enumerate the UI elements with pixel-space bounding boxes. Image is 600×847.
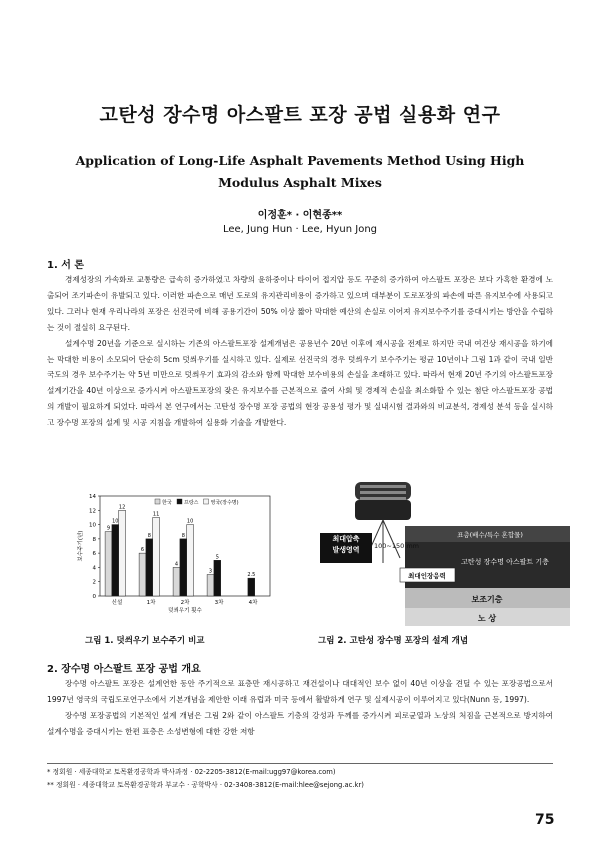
x-tick-label: 3차 bbox=[214, 600, 224, 606]
section1-heading: 1. 서 론 bbox=[47, 260, 85, 271]
subgrade-label: 노 상 bbox=[477, 614, 497, 623]
title-en-line2: Modulus Asphalt Mixes bbox=[218, 175, 382, 190]
legend-label: 한국 bbox=[162, 500, 172, 506]
data-label: 6 bbox=[140, 547, 145, 554]
legend-swatch bbox=[177, 499, 182, 504]
y-tick-label: 14 bbox=[89, 494, 96, 500]
figure1-caption: 그림 1. 덧씌우기 보수주기 비교 bbox=[85, 636, 205, 646]
footnotes bbox=[47, 763, 553, 792]
bar-프랑스 bbox=[214, 560, 221, 596]
bar-한국 bbox=[105, 532, 112, 596]
surface-label: 표층(배수/특수 혼합물) bbox=[457, 531, 523, 539]
x-tick-label: 신설 bbox=[111, 600, 123, 606]
section2-paragraph: 장수명 포장공법의 기본적인 설계 개념은 그림 2와 같이 아스팔트 기층의 강성과 두께를 증가시켜 피로균열과 노상의 처짐을 근본적으로 방지하여 설계수명을 증대시키는 한편 표층은 소성변형에 대한 강한 저항 bbox=[47, 710, 553, 736]
compression-zone-sublabel: 발생영역 bbox=[332, 546, 360, 554]
data-label: 5 bbox=[215, 554, 219, 561]
data-label: 8 bbox=[147, 532, 151, 539]
y-tick-label: 4 bbox=[92, 565, 96, 572]
y-tick-label: 6 bbox=[92, 551, 96, 558]
data-label: 9 bbox=[106, 525, 111, 532]
bar-프랑스 bbox=[180, 539, 187, 596]
compression-zone-label: 최대압축 bbox=[332, 535, 360, 543]
bar-프랑스 bbox=[248, 578, 255, 596]
legend-swatch bbox=[204, 499, 209, 504]
y-axis-label: 보수주기(년) bbox=[78, 530, 84, 562]
footnote-author2: ** 정회원 · 세종대학교 토목환경공학과 부교수 · 공학박사 · 02-3408-3812(E-mail:hlee@sejong.ac.kr) bbox=[47, 781, 364, 789]
bar-한국 bbox=[173, 567, 180, 596]
footnote-author1: * 정회원 · 세종대학교 토목환경공학과 박사과정 · 02-2205-3812(E-mail:ugg97@korea.com) bbox=[47, 768, 336, 776]
section2-body bbox=[47, 676, 553, 740]
y-tick-label: 0 bbox=[92, 594, 96, 600]
y-tick-label: 10 bbox=[89, 522, 96, 529]
bar-영국 bbox=[153, 517, 160, 596]
data-label: 11 bbox=[152, 511, 160, 518]
legend-label: 영국(장수명) bbox=[210, 500, 239, 506]
x-tick-label: 2차 bbox=[180, 600, 190, 606]
x-axis-label: 덧씌우기 횟수 bbox=[168, 608, 202, 614]
figure1-bar-chart bbox=[70, 486, 280, 616]
title-en-line1: Application of Long-Life Asphalt Pavements Method Using High bbox=[75, 153, 525, 168]
authors-english: Lee, Jung Hun · Lee, Hyun Jong bbox=[222, 224, 378, 235]
tensile-stress-label: 최대인장응력 bbox=[408, 572, 446, 580]
paper-title-english bbox=[60, 150, 540, 194]
depth-label: 100~150 mm bbox=[374, 542, 419, 550]
legend-swatch bbox=[155, 499, 160, 504]
section2-paragraph: 장수명 아스팔트 포장은 설계연한 동안 주기적으로 표층만 재시공하고 재건설이나 대대적인 보수 없이 40년 이상을 견딜 수 있는 포장공법으로서 1997년 영국의 국립도로연구소에서 기본개념을 제안한 이래 유럽과 미국 등에서 활발하게 연구 및 실제시공이 이루어지고 있다(Nunn 등, 1997). bbox=[47, 679, 553, 704]
data-label: 10 bbox=[112, 518, 119, 525]
data-label: 4 bbox=[174, 561, 179, 568]
y-tick-label: 12 bbox=[89, 508, 96, 515]
data-label: 12 bbox=[118, 504, 126, 511]
data-label: 10 bbox=[186, 518, 194, 525]
legend-label: 프랑스 bbox=[184, 500, 199, 506]
section1-paragraph: 경제성장의 가속화로 교통량은 급속히 증가하였고 차량의 윤하중이나 타이어 접지압 등도 꾸준히 증가하여 아스팔트 포장은 보다 가혹한 환경에 노출되어 조기파손이 유발되고 있다. 이러한 파손으로 매년 도로의 유지관리비용이 증가하고 있으며 대부분이 도로포장의 파손에 따른 유지보수에 사용되고 있다. 그러나 현재 우리나라의 포장은 선진국에 비해 공용기간이 50% 이상 짧아 막대한 예산의 손실로 이어져 유지보수주기를 증대시키는 방안을 수립하는 것이 절실히 요구된다. bbox=[47, 275, 553, 332]
y-tick-label: 8 bbox=[92, 536, 96, 543]
section1-paragraph: 설계수명 20년을 기준으로 실시하는 기존의 아스팔트포장 설계개념은 공용년수 20년 이후에 재시공을 전제로 하지만 국내 여건상 재시공을 하기에는 막대한 비용이 소모되어 단순히 5cm 덧씌우기를 실시하고 있다. 실제로 선진국의 경우 덧씌우기 보수주기는 평균 10년이나 그림 1과 같이 국내 일반국도의 경우 보수주기는 약 5년 미만으로 덧씌우기 효과의 감소와 함께 막대한 보수비용의 손실을 초래하고 있다. 따라서 현재 20년 주기의 아스팔트포장 설계기간을 40년 이상으로 증가시켜 아스팔트포장의 잦은 유지보수를 근본적으로 줄여 사회 및 경제적 손실을 최소화할 수 있는 첨단 아스팔트포장 공법의 개발이 필요하게 되었다. 따라서 본 연구에서는 고탄성 장수명 포장 공법의 현장 공용성 평가 및 실내시험 결과와의 비교분석, 경제성 분석 등을 실시하고 장수명 포장의 설계 및 시공 지침을 개발하여 실용화 기술을 개발한다. bbox=[47, 338, 553, 428]
figure2-caption: 그림 2. 고탄성 장수명 포장의 설계 개념 bbox=[318, 636, 469, 646]
bar-영국 bbox=[187, 525, 194, 596]
authors-korean: 이정훈* · 이현종** bbox=[257, 210, 343, 221]
data-label: 8 bbox=[181, 532, 185, 539]
page-number: 75 bbox=[535, 812, 555, 828]
y-tick-label: 2 bbox=[92, 579, 96, 586]
x-tick-label: 1차 bbox=[146, 600, 156, 606]
data-label: 2.5 bbox=[247, 572, 256, 579]
x-tick-label: 4차 bbox=[248, 600, 258, 606]
bar-영국 bbox=[119, 510, 126, 596]
bar-프랑스 bbox=[112, 525, 119, 596]
bar-한국 bbox=[207, 575, 214, 596]
data-label: 3 bbox=[208, 568, 213, 575]
section1-body bbox=[47, 272, 553, 431]
section2-heading: 2. 장수명 아스팔트 포장 공법 개요 bbox=[47, 664, 201, 675]
figure2-pavement-diagram bbox=[320, 478, 570, 628]
bar-한국 bbox=[139, 553, 146, 596]
bar-프랑스 bbox=[146, 539, 153, 596]
subbase-label: 보조기층 bbox=[471, 595, 503, 604]
high-modulus-label: 고탄성 장수명 아스팔트 기층 bbox=[461, 558, 549, 566]
paper-title-korean: 고탄성 장수명 아스팔트 포장 공법 실용화 연구 bbox=[99, 104, 501, 126]
